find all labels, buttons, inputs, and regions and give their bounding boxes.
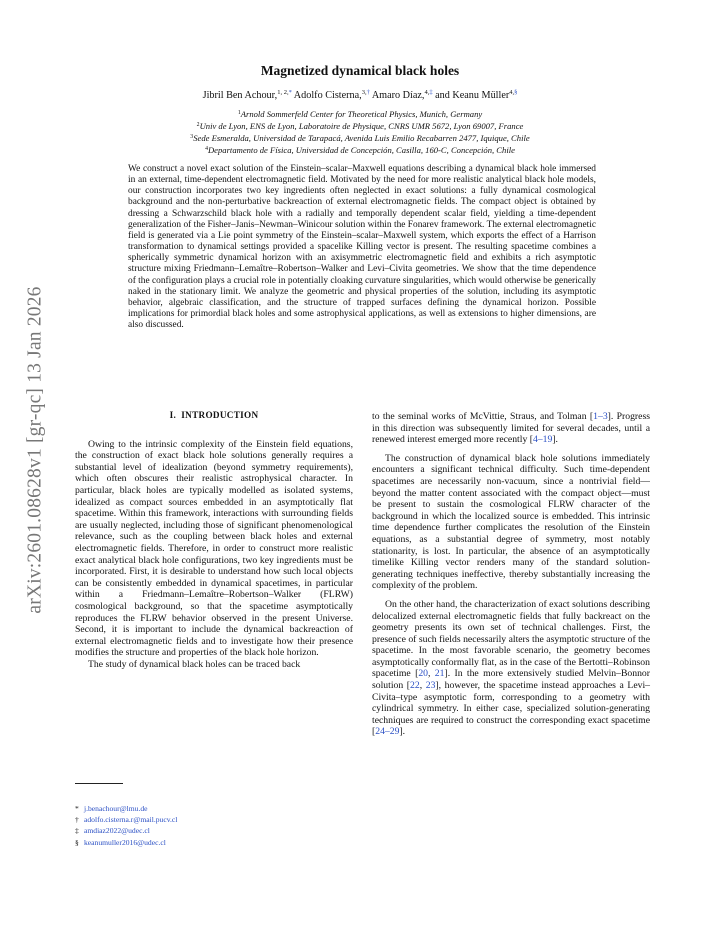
- footnote: [75, 837, 177, 848]
- text-run: On the other hand, the characterization of exact solutions describing delocalized external electromagnetic fields that fully backreact on the geometry presents its own set of technical challenges. First, the presence of such fields necessarily alters the asymptotic structure of the spacetime. In the most favorable scenario, the geometry becomes asymptotically conformally flat, as in the case of the Bertotti–Robinson spacetime [: [372, 598, 650, 680]
- email-link[interactable]: keanumuller2016@udec.cl: [84, 837, 166, 847]
- footnotes: [75, 803, 177, 848]
- affiliation-line: [0, 144, 720, 156]
- paragraph-gap: [372, 446, 650, 453]
- footnote-link[interactable]: ‡: [429, 89, 433, 96]
- citation-link[interactable]: 23: [425, 680, 436, 692]
- text-run: ,: [428, 668, 435, 680]
- affiliation-line: [0, 108, 720, 120]
- affiliation-text: Sede Esmeralda, Universidad de Tarapacá, Avenida Luis Emilio Recabarren 2477, Iquique, Chile: [193, 133, 530, 143]
- affiliation-text: Univ de Lyon, ENS de Lyon, Laboratoire de Physique, CNRS UMR 5672, Lyon 69007, France: [199, 121, 524, 131]
- citation-link[interactable]: 22: [410, 680, 420, 692]
- body-paragraph: [372, 411, 650, 446]
- email-link[interactable]: j.benachour@lmu.de: [84, 804, 148, 813]
- text-run: ].: [552, 434, 558, 446]
- affiliation-number: 3: [190, 134, 194, 140]
- affiliation-number: 2: [196, 122, 200, 128]
- footnote-link[interactable]: *: [288, 89, 292, 96]
- body-paragraph: The construction of dynamical black hole solutions immediately encounters a significant technical difficulty. Such time-dependent spacetimes are necessarily non-vacuum, since a nontrivial field—beyond the matter content associated with the compact object—must be present to sustain the cosmological FLRW character of the background in which the localized source is embedded. This intrinsic time dependence further complicates the resolution of the Einstein equations, as a substantial degree of symmetry, most notably stationarity, is lost. In particular, the absence of an asymptotically timelike Killing vector renders many of the standard solution-generating techniques ineffective, thereby substantially increasing the complexity of the problem.: [372, 452, 650, 592]
- right-column: [372, 411, 650, 738]
- citation-link[interactable]: 4–19: [532, 434, 553, 446]
- affiliation-line: [0, 120, 720, 132]
- section-title: INTRODUCTION: [181, 410, 259, 420]
- author-name: Keanu Müller: [452, 90, 510, 101]
- text-run: ], however, the spacetime instead approaches a Levi–Civita–type asymptotic form, corresponding to a geometry with cylindrical symmetry. In either case, specialized solution-generating techniques are required to construct the corresponding exact spacetime [: [372, 680, 650, 738]
- author-name: Jibril Ben Achour,: [202, 90, 278, 101]
- footnote: [75, 803, 177, 814]
- affiliation-text: Arnold Sommerfeld Center for Theoretical Physics, Munich, Germany: [240, 109, 483, 119]
- citation-link[interactable]: 24–29: [375, 726, 400, 738]
- affiliation-ref: 1, 2,: [277, 89, 289, 96]
- footnote-mark: †: [75, 815, 79, 825]
- section-heading: [75, 410, 353, 422]
- body-paragraph: Owing to the intrinsic complexity of the Einstein field equations, the construction of exact black hole solutions generally requires a substantial level of idealization (beyond symmetry requirements), which often obscures their realistic astrophysical character. In particular, black holes are typically modelled as isolated systems, idealized as compact sources embedded in an asymptotically flat spacetime. Within this framework, interactions with surrounding fields are usually neglected, including those of significant phenomenological relevance, such as the coupling between black holes and external electromagnetic fields. Therefore, in order to construct more realistic exact analytical black hole configurations, two key ingredients must be incorporated. First, it is desirable to understand how such local objects can be consistently embedded in dynamical spacetimes, in particular within a Friedmann–Lemaître–Robertson–Walker (FLRW) cosmological background, so that the spacetime asymptotically reproduces the FLRW behavior observed in the present Universe. Second, it is important to include the dynamical backreaction of external electromagnetic fields and to investigate how their presence modifies the structure and properties of the black hole horizon.: [75, 438, 353, 659]
- footnote: [75, 814, 177, 825]
- citation-link[interactable]: 1–3: [593, 411, 608, 422]
- arxiv-identifier-text: arXiv:2601.08628v1 [gr-qc] 13 Jan 2026: [25, 286, 46, 614]
- affiliation-number: 1: [237, 110, 241, 116]
- text-run: ].: [399, 726, 406, 738]
- footnote-mark: *: [75, 804, 79, 813]
- paragraph-gap: [372, 592, 650, 599]
- text-run: ]. In the more extensively studied Melvin–Bonnor solution [: [372, 668, 651, 692]
- affiliation-ref: 4,: [509, 89, 515, 96]
- author-list: [0, 89, 720, 101]
- footnote-link[interactable]: §: [514, 89, 518, 96]
- body-paragraph: The study of dynamical black holes can be traced back: [88, 658, 301, 670]
- author-name: Amaro Díaz,: [371, 90, 425, 101]
- affiliation-list: [0, 108, 720, 156]
- footnote-mark: ‡: [75, 826, 79, 836]
- section-number: I.: [169, 410, 177, 420]
- footnote: [75, 825, 177, 836]
- text-run: to the seminal works of McVittie, Straus, and Tolman [: [372, 411, 594, 422]
- affiliation-number: 4: [205, 146, 208, 152]
- text-run: ]. Progress in this direction was subsequently limited for several decades, until a renewed interest emerged more recently [: [372, 411, 650, 446]
- left-column: [75, 410, 353, 670]
- footnote-link[interactable]: †: [366, 89, 370, 96]
- affiliation-text: Departamento de Física, Universidad de Concepción, Casilla, 160-C, Concepción, Chile: [207, 145, 515, 155]
- abstract: We construct a novel exact solution of the Einstein–scalar–Maxwell equations describing a dynamical black hole immersed in an external, time-dependent electromagnetic field. Motivated by the need for more realistic analytical black hole models, our construction incorporates two key ingredients often neglected in exact solutions: a fully dynamical cosmological background and the non-perturbative backreaction of external electromagnetic fields. The compact object is obtained by dressing a Schwarzschild black hole with a radially and temporally dependent scalar field, yielding a time-dependent generalization of the Fisher–Janis–Newman–Winicour solution within the Fonarev framework. The external electromagnetic field is generated via a Lie point symmetry of the Einstein–scalar–Maxwell system, which exports the effect of a Harrison transformation to dynamical settings provided a spacelike Killing vector is present. The resulting spacetime combines a spherically symmetric dynamical horizon with an axisymmetric electromagnetic field and exhibits a rich asymptotic structure mixing Friedmann–Lemaître–Robertson–Walker and Levi–Civita geometries. We show that the time dependence of the configuration plays a crucial role in potentially cloaking curvature singularities, which would otherwise be generically naked in the stationary limit. We analyze the geometric and physical properties of the solution, including its asymptotic behavior, algebraic classification, and the structure of trapped surfaces defining the dynamical horizon. Possible implications for primordial black holes and some astrophysical applications, as well as extensions to higher dimensions, are also discussed.: [128, 164, 596, 331]
- citation-link[interactable]: 20: [418, 668, 428, 680]
- affiliation-ref: 4,: [424, 89, 430, 96]
- author-name: Adolfo Cisterna,: [293, 90, 362, 101]
- affiliation-ref: 3,: [361, 89, 367, 96]
- email-link[interactable]: amdiaz2022@udec.cl: [84, 826, 150, 836]
- arxiv-side-identifier: [8, 240, 64, 660]
- footnote-mark: §: [75, 837, 79, 847]
- body-paragraph: [372, 599, 650, 738]
- email-link[interactable]: adolfo.cisterna.r@mail.pucv.cl: [84, 815, 178, 825]
- affiliation-line: [0, 132, 720, 144]
- text-run: ,: [419, 680, 426, 692]
- paper-title: Magnetized dynamical black holes: [260, 63, 460, 78]
- citation-link[interactable]: 21: [434, 668, 445, 680]
- author-separator: and: [432, 90, 453, 101]
- footnote-rule: [75, 783, 123, 784]
